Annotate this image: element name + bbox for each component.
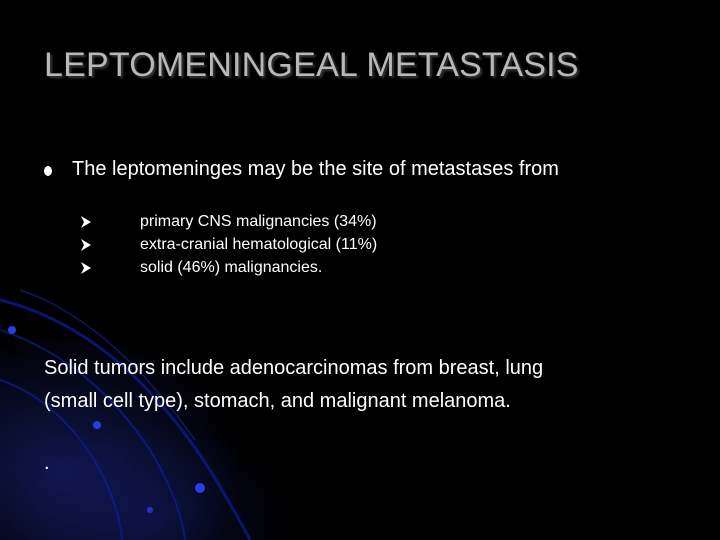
sub-bullet-list [80,210,377,279]
sub-bullet-item [80,210,377,233]
sub-bullet-item [80,256,377,279]
bullet-dot-icon [44,166,52,176]
sub-bullet-item [80,233,377,256]
sub-bullet-text: extra-cranial hematological (11%) [140,235,378,253]
arrow-bullet-icon [80,215,92,229]
paragraph-line: Solid tumors include adenocarcinomas from breast, lung [44,357,544,379]
arrow-bullet-icon [80,238,92,252]
paragraph-line: (small cell type), stomach, and malignant melanoma. [44,390,511,412]
sub-bullet-text: primary CNS malignancies (34%) [140,212,377,230]
trailing-period: . [44,452,50,474]
main-bullet [44,158,559,181]
arrow-bullet-icon [80,261,92,275]
sub-bullet-text: solid (46%) malignancies. [140,258,323,276]
main-bullet-text: The leptomeninges may be the site of metastases from [72,158,559,180]
body-paragraph [44,352,684,418]
slide-title: LEPTOMENINGEAL METASTASIS [44,46,579,84]
